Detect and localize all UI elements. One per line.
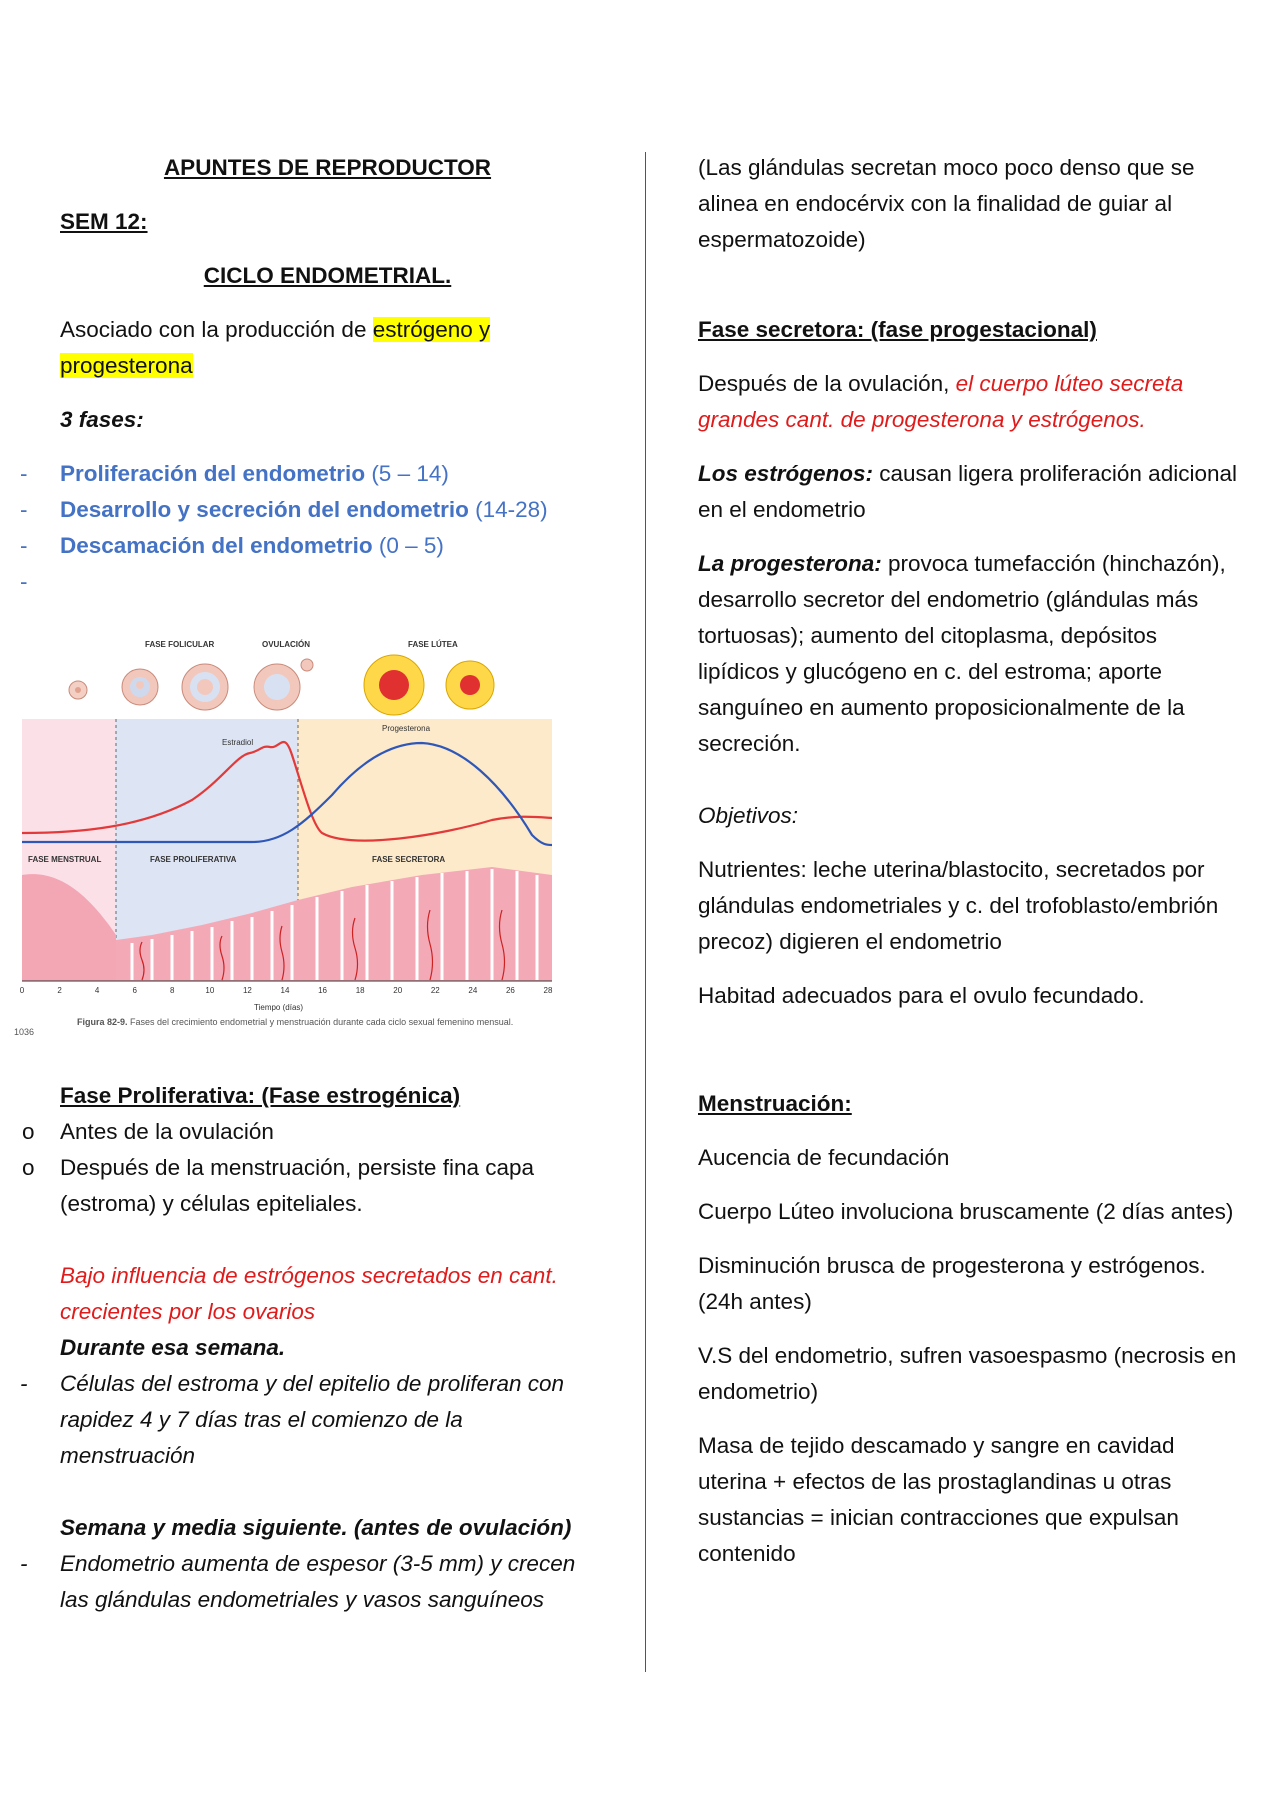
left-column (60, 150, 595, 600)
secretora-paragraph (698, 366, 1238, 438)
x-tick-label: 26 (505, 986, 515, 995)
fig-label-proliferativa: FASE PROLIFERATIVA (150, 855, 237, 864)
fase-range: (0 – 5) (372, 533, 444, 558)
fase-name: Desarrollo y secreción del endometrio (60, 497, 469, 522)
menstruacion-heading: Menstruación: (698, 1091, 852, 1116)
x-tick-label: 10 (205, 986, 215, 995)
menstruacion-item: Disminución brusca de progesterona y estrógenos. (24h antes) (698, 1253, 1206, 1314)
x-tick-label: 0 (19, 986, 25, 995)
next-list (60, 1546, 595, 1618)
x-axis-label: Tiempo (días) (254, 1003, 304, 1012)
fase-range: (5 – 14) (365, 461, 449, 486)
progesterona-paragraph (698, 546, 1238, 762)
x-tick-label: 16 (318, 986, 328, 995)
estrogenos-label: Los estrógenos: (698, 461, 874, 486)
list-item: o Después de la menstruación, persiste fina capa (estroma) y células epiteliales. (60, 1150, 595, 1222)
list-item: - Endometrio aumenta de espesor (3-5 mm) y crecen las glándulas endometriales y vasos sanguíneos (60, 1546, 595, 1618)
page-number: 1036 (14, 1027, 35, 1037)
menstruacion-item: Masa de tejido descamado y sangre en cavidad uterina + efectos de las prostaglandinas u otras sustancias = inician contracciones que expulsan contenido (698, 1433, 1179, 1566)
document-title: APUNTES DE REPRODUCTOR (163, 155, 492, 180)
progesterona-label: La progesterona: (698, 551, 882, 576)
list-item (60, 492, 595, 528)
intro-text: Asociado con la producción de (60, 317, 373, 342)
fig-label-lutea: FASE LÚTEA (408, 640, 458, 649)
next-heading: Semana y media siguiente. (antes de ovulación) (60, 1515, 572, 1540)
column-divider (645, 152, 646, 1672)
nutrientes-paragraph: Nutrientes: leche uterina/blastocito, secretados por glándulas endometriales y c. del trofoblasto/embrión precoz) digieren el endometrio (698, 857, 1219, 954)
left-column-lower (60, 1078, 595, 1618)
caption-text: Fases del crecimiento endometrial y menstruación durante cada ciclo sexual femenino mensual. (127, 1017, 514, 1027)
week-list (60, 1366, 595, 1474)
caption-bold: Figura 82-9. (77, 1017, 128, 1027)
menstruacion-item: Aucencia de fecundación (698, 1145, 950, 1170)
follicle-icons (69, 655, 494, 715)
x-tick-label: 20 (393, 986, 403, 995)
highlight-estrogeno: estrógeno y (372, 317, 491, 342)
right-column (698, 150, 1238, 1590)
x-tick-label: 18 (355, 986, 365, 995)
fase-name: Proliferación del endometrio (60, 461, 366, 486)
progesterona-text: provoca tumefacción (hinchazón), desarrollo secretor del endometrio (glándulas más tortuosas); aumento del citoplasma, depósitos lipídicos y glucógeno en c. del estroma; aporte sanguíneo en aumento proposicionalmente de la secreción. (698, 551, 1226, 756)
secretora-heading: Fase secretora: (fase progestacional) (698, 317, 1097, 342)
list-item (60, 456, 595, 492)
menstruacion-item: V.S del endometrio, sufren vasoespasmo (necrosis en endometrio) (698, 1343, 1237, 1404)
x-tick-label: 4 (94, 986, 100, 995)
x-tick-label: 14 (280, 986, 290, 995)
prolif-heading: Fase Proliferativa: (Fase estrogénica) (60, 1083, 461, 1108)
x-tick-label: 6 (132, 986, 137, 995)
fase-range: (14-28) (468, 497, 548, 522)
intro-paragraph (60, 312, 595, 384)
highlight-progesterona: progesterona (60, 353, 193, 378)
list-item-empty (60, 564, 595, 600)
x-tick-label: 12 (242, 986, 252, 995)
x-axis-ticks (20, 986, 553, 995)
section-title-ciclo: CICLO ENDOMETRIAL. (203, 263, 452, 288)
week-label: SEM 12: (60, 209, 148, 234)
secretora-text: Después de la ovulación, (698, 371, 956, 396)
label-estradiol: Estradiol (222, 738, 254, 747)
fig-label-folicular: FASE FOLICULAR (145, 640, 215, 649)
figure-caption (77, 1017, 513, 1027)
fig-label-ovulacion: OVULACIÓN (262, 640, 310, 649)
fases-heading: 3 fases: (60, 407, 144, 432)
estrogenos-paragraph (698, 456, 1238, 528)
week-heading: Durante esa semana. (60, 1335, 286, 1360)
fig-label-secretora: FASE SECRETORA (372, 855, 446, 864)
red-note: Bajo influencia de estrógenos secretados en cant. crecientes por los ovarios (60, 1263, 558, 1324)
x-tick-label: 28 (543, 986, 553, 995)
x-tick-label: 2 (57, 986, 62, 995)
secretora-red-text: el cuerpo lúteo secreta grandes cant. de progesterona y estrógenos. (698, 371, 1184, 432)
list-item: - Células del estroma y del epitelio de proliferan con rapidez 4 y 7 días tras el comienzo de la menstruación (60, 1366, 595, 1474)
moco-paragraph: (Las glándulas secretan moco poco denso que se alinea en endocérvix con la finalidad de guiar al espermatozoide) (698, 155, 1195, 252)
endometrial-cycle-figure (14, 635, 553, 1037)
x-tick-label: 24 (468, 986, 478, 995)
menstruacion-item: Cuerpo Lúteo involuciona bruscamente (2 días antes) (698, 1199, 1234, 1224)
fases-list (60, 456, 595, 600)
fase-name: Descamación del endometrio (60, 533, 373, 558)
objetivos-heading: Objetivos: (698, 803, 799, 828)
x-tick-label: 8 (170, 986, 175, 995)
list-item: o Antes de la ovulación (60, 1114, 595, 1150)
habitad-paragraph: Habitad adecuados para el ovulo fecundado. (698, 983, 1145, 1008)
prolif-list (60, 1114, 595, 1222)
list-item (60, 528, 595, 564)
label-progesterona: Progesterona (382, 724, 431, 733)
x-tick-label: 22 (430, 986, 440, 995)
fig-label-menstrual: FASE MENSTRUAL (28, 855, 102, 864)
estrogenos-text: causan ligera proliferación adicional en el endometrio (698, 461, 1237, 522)
